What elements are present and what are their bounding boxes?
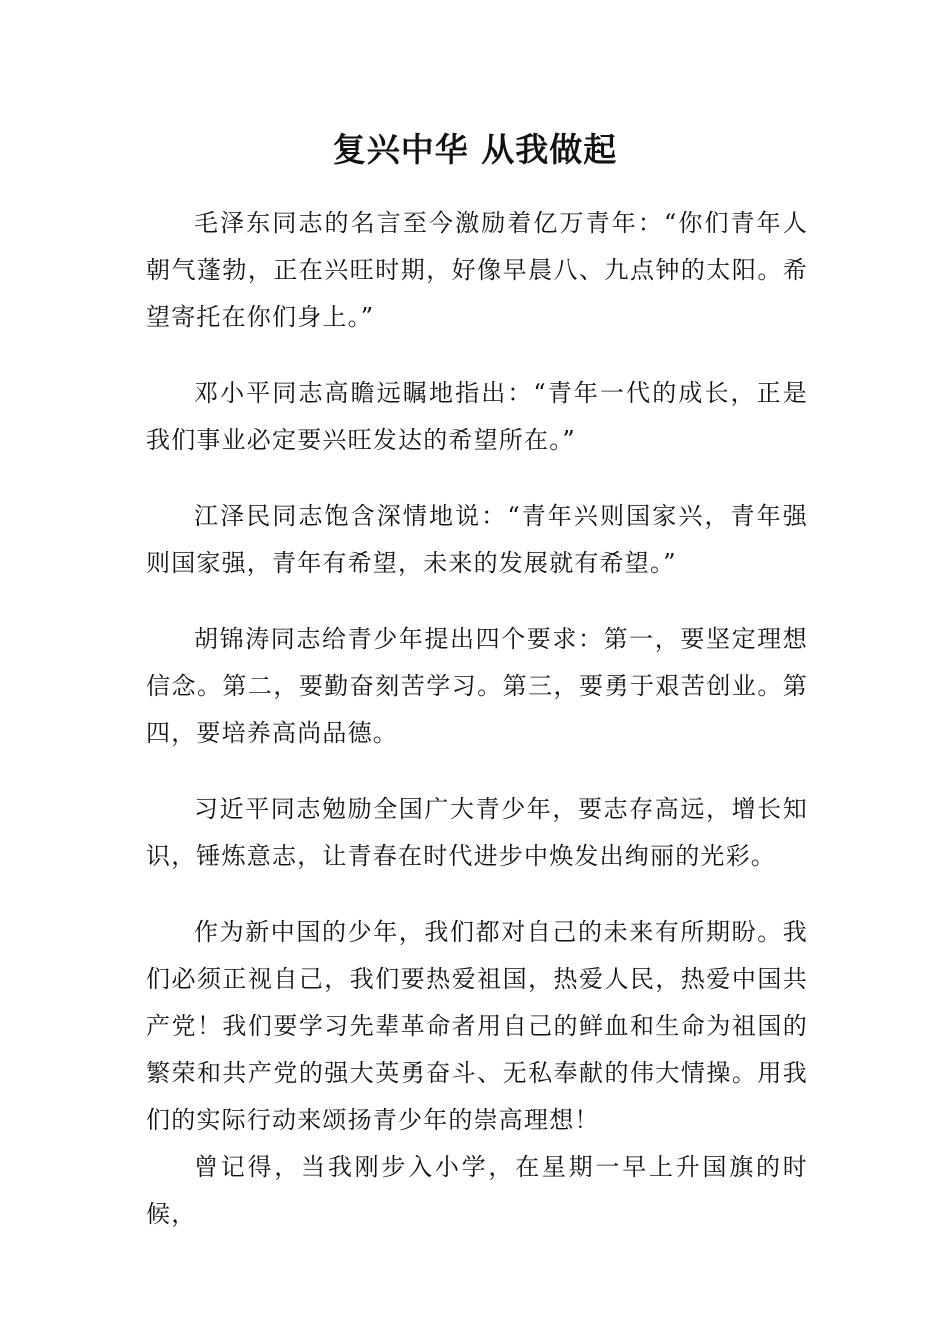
paragraph-hu-requirements: 胡锦涛同志给青少年提出四个要求：第一，要坚定理想信念。第二，要勤奋刻苦学习。第三，要勇于艰苦创业。第四，要培养高尚品德。	[146, 625, 808, 747]
paragraph-deng-quote: 邓小平同志高瞻远瞩地指出：“青年一代的成长，正是我们事业必定要兴旺发达的希望所在。”	[146, 379, 808, 454]
paragraph-new-china-youth: 作为新中国的少年，我们都对自己的未来有所期盼。我们必须正视自己，我们要热爱祖国，热爱人民，热爱中国共产党！我们要学习先辈革命者用自己的鲜血和生命为祖国的繁荣和共产党的强大英勇奋斗、无私奉献的伟大情操。用我们的实际行动来颂扬青少年的崇高理想！	[146, 918, 808, 1134]
page-title: 复兴中华 从我做起	[332, 130, 618, 169]
paragraph-memory: 曾记得，当我刚步入小学，在星期一早上升国旗的时候，	[146, 1153, 808, 1228]
document-body	[146, 200, 808, 1238]
paragraph-xi-encouragement: 习近平同志勉励全国广大青少年，要志存高远，增长知识，锤炼意志，让青春在时代进步中焕发出绚丽的光彩。	[146, 795, 808, 870]
paragraph-mao-quote: 毛泽东同志的名言至今激励着亿万青年：“你们青年人朝气蓬勃，正在兴旺时期，好像早晨八、九点钟的太阳。希望寄托在你们身上。”	[146, 209, 808, 331]
paragraph-jiang-quote: 江泽民同志饱含深情地说：“青年兴则国家兴，青年强则国家强，青年有希望，未来的发展就有希望。”	[146, 502, 808, 577]
